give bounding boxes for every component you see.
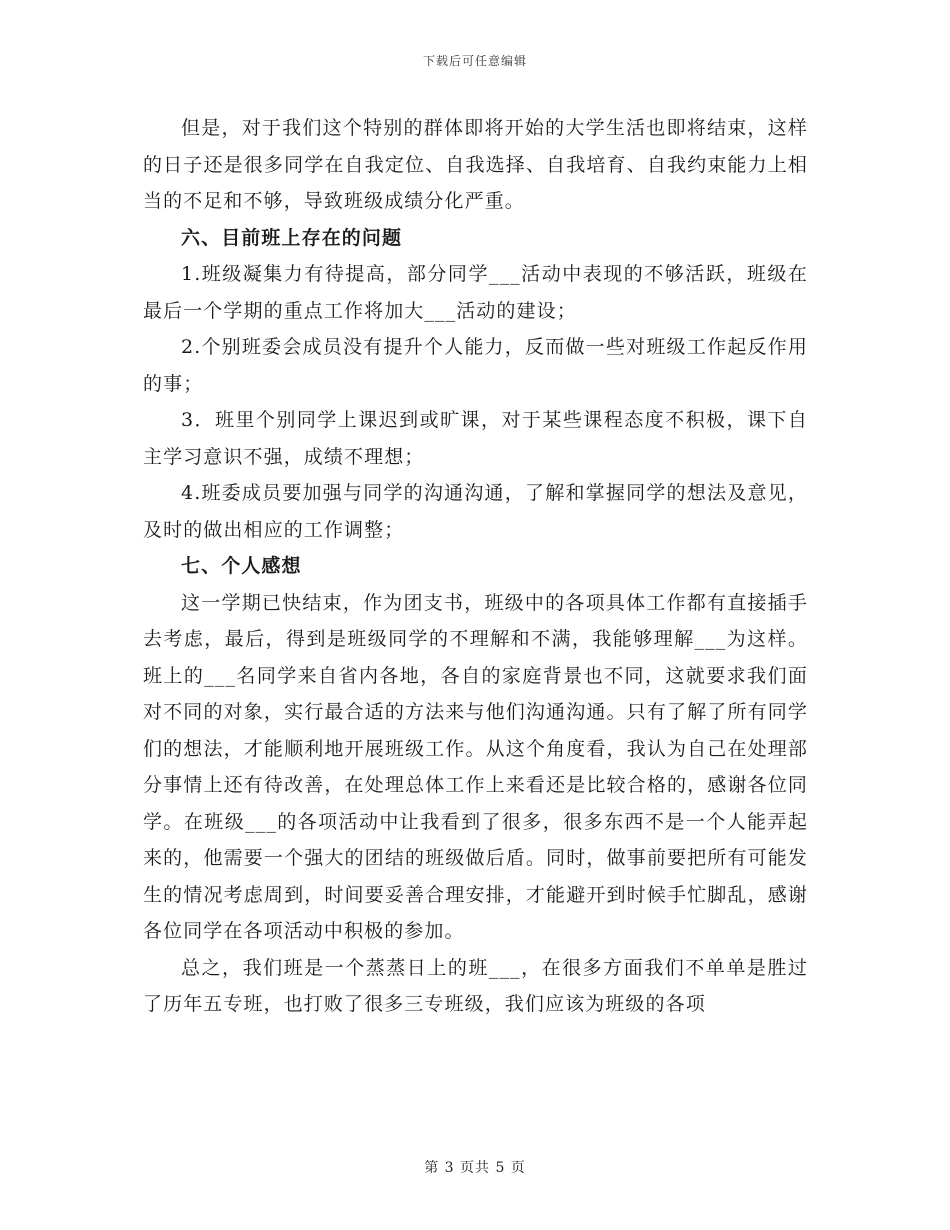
paragraph-reflection: 这一学期已快结束，作为团支书，班级中的各项具体工作都有直接插手去考虑，最后，得到是班级同学的不理解和不满，我能够理解___为这样。班上的___名同学来自省内各地，各自的家庭背景也不同，这就要求我们面对不同的对象，实行最合适的方法来与他们沟通沟通。只有了解了所有同学们的想法，才能顺利地开展班级工作。从这个角度看，我认为自己在处理部分事情上还有待改善，在处理总体工作上来看还是比较合格的，感谢各位同学。在班级___的各项活动中让我看到了很多，很多东西不是一个人能弄起来的，他需要一个强大的团结的班级做后盾。同时，做事前要把所有可能发生的情况考虑周到，时间要妥善合理安排，才能避开到时候手忙脚乱，感谢各位同学在各项活动中积极的参加。 — [143, 591, 808, 942]
paragraph-conclusion: 总之，我们班是一个蒸蒸日上的班___，在很多方面我们不单单是胜过了历年五专班，也打败了很多三专班级，我们应该为班级的各项 — [143, 956, 808, 1015]
paragraph-intro: 但是，对于我们这个特别的群体即将开始的大学生活也即将结束，这样的日子还是很多同学在自我定位、自我选择、自我培育、自我约束能力上相当的不足和不够，导致班级成绩分化严重。 — [143, 117, 808, 212]
issue-item-4: 4.班委成员要加强与同学的沟通沟通，了解和掌握同学的想法及意见，及时的做出相应的工作调整； — [143, 482, 808, 541]
document-body — [143, 110, 808, 1023]
page-header-note: 下载后可任意编辑 — [422, 54, 527, 68]
issue-item-2: 2.个别班委会成员没有提升个人能力，反而做一些对班级工作起反作用的事； — [143, 336, 808, 395]
issue-item-1: 1.班级凝集力有待提高，部分同学___活动中表现的不够活跃，班级在最后一个学期的重点工作将加大___活动的建设； — [143, 263, 808, 322]
issue-item-3: 3．班里个别同学上课迟到或旷课，对于某些课程态度不积极，课下自主学习意识不强，成绩不理想； — [143, 409, 808, 468]
page-number: 第 3 页共 5 页 — [424, 1160, 526, 1176]
section-heading-problems: 六、目前班上存在的问题 — [181, 226, 403, 249]
section-heading-reflection: 七、个人感想 — [181, 555, 302, 577]
